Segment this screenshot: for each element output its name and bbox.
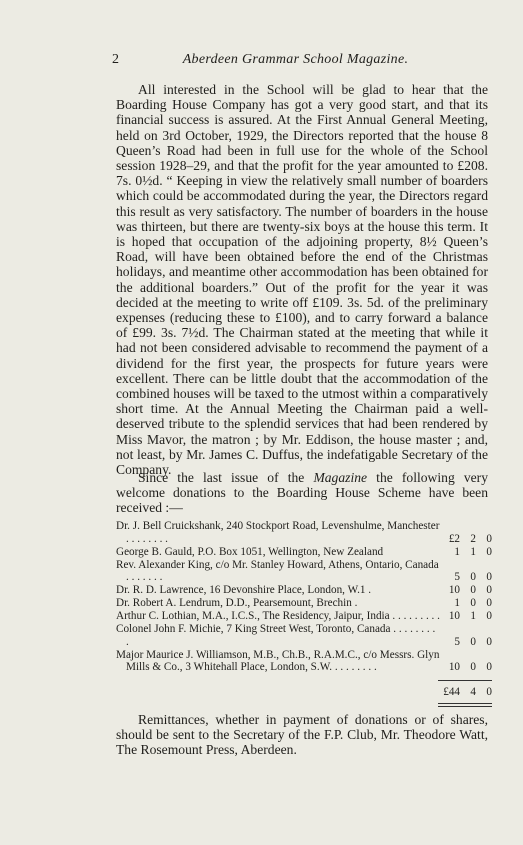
donation-entry (116, 623, 492, 648)
donation-amount (442, 584, 492, 597)
donor-text: Dr. R. D. Lawrence, 16 Devonshire Place, London, W.1 . (116, 584, 372, 597)
donation-entry (116, 649, 492, 674)
donation-entry (116, 546, 492, 559)
donor-text: George B. Gauld, P.O. Box 1051, Wellington, New Zealand (116, 545, 384, 558)
amount-shillings: 0 (470, 584, 476, 597)
total-pence: 0 (486, 686, 492, 699)
magazine-title-italic: Magazine (313, 470, 368, 485)
amount-pence: 0 (486, 571, 492, 584)
donation-amount (442, 533, 492, 546)
page-header (112, 52, 479, 72)
total-pounds: £44 (443, 686, 460, 699)
donor-text: Dr. Robert A. Lendrum, D.D., Pearsemount, Brechin . (116, 597, 358, 610)
amount-shillings: 0 (470, 661, 476, 674)
amount-shillings: 2 (470, 532, 476, 545)
amount-shillings: 0 (470, 571, 476, 584)
donor-text: Dr. J. Bell Cruickshank, 240 Stockport Road, Levenshulme, Manchester . . . . . . . . (116, 520, 440, 545)
donor-text: Major Maurice J. Williamson, M.B., Ch.B., R.A.M.C., c/o Messrs. Glyn Mills & Co., 3 Whitehall Place, London, S.W. . . . . . . . . (116, 648, 440, 674)
donation-amount (442, 571, 492, 584)
amount-pounds: 1 (454, 545, 460, 558)
amount-pounds: 10 (448, 610, 460, 623)
donation-amount (442, 546, 492, 559)
donor-text: Colonel John F. Michie, 7 King Street West, Toronto, Canada . . . . . . . . . (116, 623, 436, 648)
donation-entry (116, 584, 492, 597)
donation-entry (116, 597, 492, 610)
donation-amount (442, 636, 492, 649)
donor-text: Rev. Alexander King, c/o Mr. Stanley Howard, Athens, Ontario, Canada . . . . . . . (116, 558, 439, 584)
amount-pence: 0 (486, 584, 492, 597)
amount-pounds: 5 (454, 635, 460, 648)
amount-shillings: 0 (470, 597, 476, 610)
intro-text-after: the following very welcome donations to the Boarding House Scheme have been received :— (116, 470, 488, 516)
donations-list (116, 520, 492, 714)
amount-pence: 0 (486, 597, 492, 610)
amount-pence: 0 (486, 545, 492, 558)
donations-total (442, 686, 492, 699)
intro-text-before: Since the last issue of the (138, 470, 314, 485)
paragraph-boarding-house: All interested in the School will be glad to hear that the Boarding House Company has got a very good start, and that its financial success is assured. At the First Annual General Meeting, held on 3rd October, 1929, the Directors reported that the house 8 Queen’s Road had been in full use for the whole of the School session 1928–29, and that the profit for the year amounted to £208. 7s. 0½d. “ Keeping in view the relatively small number of boarders which could be accommodated during the year, the Directors regard this result as very satisfactory. The number of boarders in the house was thirteen, but there are twenty-six boys at the house this term. It is hoped that occupation of the adjoining property, 8½ Queen’s Road, will have been obtained before the end of the Christmas holidays, and meantime other accommodation has been obtained for the additional boarders.” Out of the profit for the year it was decided at the meeting to write off £109. 3s. 5d. of the preliminary expenses (reducing these to £100), and to carry forward a balance of £99. 3s. 7½d. The Chairman stated at the meeting that while it had not been considered advisable to recommend the payment of a dividend for the first year, the prospects for future years were excellent. There can be little doubt that the accommodation of the combined houses will be taxed to the utmost within a comparatively short time. At the Annual Meeting the Chairman paid a well-deserved tribute to the splendid services that had been rendered by Miss Mavor, the matron ; by Mr. Eddison, the house master ; and, not least, by Mr. James C. Duffus, the indefatigable Secretary of the Company. (116, 82, 488, 478)
paragraph-remittances: Remittances, whether in payment of donations or of shares, should be sent to the Secretary of the F.P. Club, Mr. Theodore Watt, The Rosemount Press, Aberdeen. (116, 712, 488, 758)
donations-total-block (116, 674, 492, 714)
donation-amount (442, 610, 492, 623)
paragraph-donations-intro (116, 470, 488, 516)
page-number: 2 (112, 52, 119, 67)
donation-amount (442, 661, 492, 674)
donation-entry (116, 610, 492, 623)
amount-pounds: 5 (454, 571, 460, 584)
donation-entry (116, 520, 492, 545)
amount-pounds: 10 (448, 661, 460, 674)
amount-shillings: 1 (470, 545, 476, 558)
amount-pence: 0 (486, 661, 492, 674)
running-title: Aberdeen Grammar School Magazine. (182, 52, 409, 67)
amount-pence: 0 (486, 635, 492, 648)
total-double-rule-top (438, 703, 492, 704)
amount-shillings: 0 (470, 635, 476, 648)
donor-text: Arthur C. Lothian, M.A., I.C.S., The Residency, Jaipur, India . . . . . . . . . (116, 610, 440, 623)
total-shillings: 4 (470, 686, 476, 699)
amount-pence: 0 (486, 532, 492, 545)
total-double-rule-bottom (438, 706, 492, 707)
amount-pence: 0 (486, 610, 492, 623)
amount-pounds: 1 (454, 597, 460, 610)
sum-rule (438, 680, 492, 681)
amount-pounds: £2 (448, 532, 460, 545)
donation-entry (116, 559, 492, 584)
amount-shillings: 1 (470, 610, 476, 623)
amount-pounds: 10 (448, 584, 460, 597)
donation-amount (442, 597, 492, 610)
